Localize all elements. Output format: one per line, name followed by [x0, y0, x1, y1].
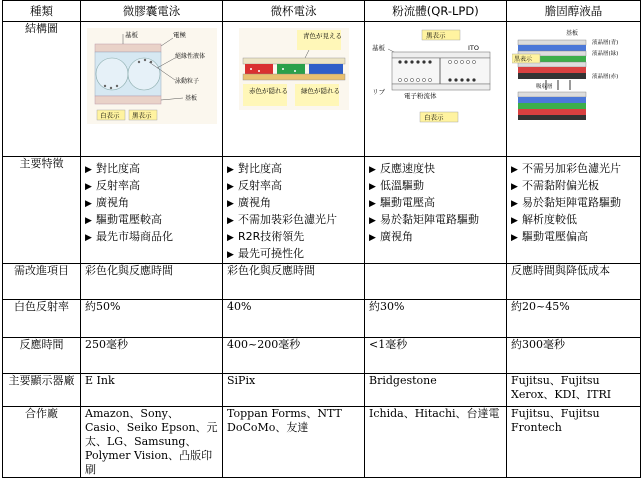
structure-row — [3, 22, 641, 157]
feature-item: ▶ 不需加裝彩色濾光片 — [227, 212, 360, 229]
cell-improve-cholesteric: 反應時間與降低成本 — [507, 264, 641, 300]
cell-response-qrlpd: <1毫秒 — [365, 338, 507, 374]
row-label-features: 主要特徵 — [3, 157, 81, 264]
feature-item: ▶ 易於黏矩陣電路驅動 — [511, 195, 636, 212]
cell-response-microcapsule: 250毫秒 — [81, 338, 223, 374]
row-label-maker: 主要顯示器廠 — [3, 374, 81, 407]
cell-partner-microcup: Toppan Forms、NTT DoCoMo、友達 — [223, 407, 365, 478]
header-microcapsule: 微膠囊電泳 — [81, 1, 223, 22]
reflect-row — [3, 300, 641, 338]
triangle-bullet-icon: ▶ — [511, 182, 518, 192]
triangle-bullet-icon: ▶ — [227, 165, 234, 175]
feature-item: ▶ 解析度較低 — [511, 212, 636, 229]
qr-label-substrate: 基板 — [371, 44, 385, 52]
mc-label-substrate2: 基板 — [184, 95, 197, 102]
qr-label-ito: ITO — [467, 44, 479, 52]
triangle-bullet-icon: ▶ — [511, 233, 518, 243]
microcup-diagram — [239, 28, 349, 110]
mc-label-electrode: 電極 — [172, 31, 186, 39]
row-label-structure: 結構圖 — [3, 22, 81, 157]
cell-partner-qrlpd: Ichida、Hitachi、台達電 — [365, 407, 507, 478]
cell-reflect-cholesteric: 約20~45% — [507, 300, 641, 338]
cell-features-qrlpd — [365, 157, 507, 264]
cell-structure-microcup — [223, 22, 365, 157]
mc-label-particle: 泳動粒子 — [174, 78, 199, 85]
cell-response-microcup: 400~200毫秒 — [223, 338, 365, 374]
triangle-bullet-icon: ▶ — [227, 250, 234, 260]
header-row — [3, 1, 641, 22]
cell-improve-microcapsule: 彩色化與反應時間 — [81, 264, 223, 300]
cell-maker-cholesteric: Fujitsu、Fujitsu Xerox、KDI、ITRI — [507, 374, 641, 407]
ch-label-substrate: 基板 — [565, 30, 578, 37]
triangle-bullet-icon: ▶ — [85, 199, 92, 209]
feature-item: ▶ 不需另加彩色濾光片 — [511, 161, 636, 178]
qr-label-white: 白表示 — [423, 113, 443, 122]
cell-partner-cholesteric: Fujitsu、Fujitsu Frontech — [507, 407, 641, 478]
qr-label-powder: 電子粉流体 — [403, 92, 436, 100]
feature-item: ▶ 低溫驅動 — [369, 178, 502, 195]
mcup-label-green-hidden: 緑色が隠れる — [300, 87, 340, 95]
ch-label-layer-red: 液晶層(赤) — [591, 74, 618, 80]
feature-item: ▶ 反應速度快 — [369, 161, 502, 178]
triangle-bullet-icon: ▶ — [85, 165, 92, 175]
feature-item: ▶ 反射率高 — [85, 178, 218, 195]
row-label-response: 反應時間 — [3, 338, 81, 374]
feature-item: ▶ 最先市場商品化 — [85, 229, 218, 246]
header-qrlpd: 粉流體(QR-LPD) — [365, 1, 507, 22]
feature-item: ▶ 對比度高 — [227, 161, 360, 178]
triangle-bullet-icon: ▶ — [85, 182, 92, 192]
row-label-partner: 合作廠 — [3, 407, 81, 478]
qr-label-rib: リブ — [371, 88, 385, 96]
triangle-bullet-icon: ▶ — [85, 233, 92, 243]
cell-reflect-microcapsule: 約50% — [81, 300, 223, 338]
triangle-bullet-icon: ▶ — [369, 233, 376, 243]
row-label-improve: 需改進項目 — [3, 264, 81, 300]
comparison-table — [2, 0, 641, 478]
mc-label-white: 白表示 — [99, 111, 119, 120]
triangle-bullet-icon: ▶ — [227, 233, 234, 243]
triangle-bullet-icon: ▶ — [511, 165, 518, 175]
cell-improve-qrlpd — [365, 264, 507, 300]
microcapsule-diagram — [87, 28, 217, 124]
feature-item: ▶ R2R技術領先 — [227, 229, 360, 246]
mcup-label-red-hidden: 赤色が隠れる — [248, 87, 288, 95]
triangle-bullet-icon: ▶ — [369, 165, 376, 175]
cell-features-microcapsule — [81, 157, 223, 264]
triangle-bullet-icon: ▶ — [511, 199, 518, 209]
feature-item: ▶ 最先可撓性化 — [227, 246, 360, 263]
ch-label-black: 黒表示 — [513, 56, 532, 63]
mc-label-liquid: 絕緣性液体 — [174, 53, 205, 60]
cell-structure-cholesteric — [507, 22, 641, 157]
cell-features-cholesteric — [507, 157, 641, 264]
features-row — [3, 157, 641, 264]
feature-item: ▶ 廣視角 — [85, 195, 218, 212]
cell-response-cholesteric: 約300毫秒 — [507, 338, 641, 374]
cell-maker-microcapsule: E Ink — [81, 374, 223, 407]
triangle-bullet-icon: ▶ — [85, 216, 92, 226]
cell-reflect-microcup: 40% — [223, 300, 365, 338]
cell-maker-microcup: SiPix — [223, 374, 365, 407]
cell-reflect-qrlpd: 約30% — [365, 300, 507, 338]
feature-item: ▶ 對比度高 — [85, 161, 218, 178]
triangle-bullet-icon: ▶ — [369, 216, 376, 226]
feature-item: ▶ 不需黏附偏光板 — [511, 178, 636, 195]
feature-item: ▶ 驅動電壓偏高 — [511, 229, 636, 246]
triangle-bullet-icon: ▶ — [369, 199, 376, 209]
ch-label-layer-green: 液晶層(緑) — [591, 51, 618, 57]
row-label-reflect: 白色反射率 — [3, 300, 81, 338]
feature-item: ▶ 廣視角 — [227, 195, 360, 212]
header-microcup: 微杯電泳 — [223, 1, 365, 22]
qr-label-black: 黒表示 — [425, 31, 445, 40]
mc-label-substrate: 基板 — [124, 31, 138, 39]
cholesteric-diagram — [512, 28, 636, 124]
header-type: 種類 — [3, 1, 81, 22]
ch-label-layer-blue: 液晶層(青) — [591, 40, 618, 46]
maker-row — [3, 374, 641, 407]
cell-structure-microcapsule — [81, 22, 223, 157]
mcup-label-green-visible: 青色が見える — [302, 32, 342, 40]
mc-label-black: 黑表示 — [131, 111, 151, 120]
partner-row — [3, 407, 641, 478]
cell-partner-microcapsule: Amazon、Sony、Casio、Seiko Epson、元太、LG、Samsung、Polymer Vision、凸版印刷 — [81, 407, 223, 478]
ch-label-absorb: 吸収層 — [535, 84, 553, 90]
qrlpd-diagram — [370, 28, 502, 126]
cell-improve-microcup: 彩色化與反應時間 — [223, 264, 365, 300]
cell-structure-qrlpd — [365, 22, 507, 157]
cell-features-microcup — [223, 157, 365, 264]
feature-item: ▶ 驅動電壓較高 — [85, 212, 218, 229]
header-cholesteric: 膽固醇液晶 — [507, 1, 641, 22]
improve-row — [3, 264, 641, 300]
triangle-bullet-icon: ▶ — [511, 216, 518, 226]
feature-item: ▶ 廣視角 — [369, 229, 502, 246]
cell-maker-qrlpd: Bridgestone — [365, 374, 507, 407]
triangle-bullet-icon: ▶ — [227, 199, 234, 209]
feature-item: ▶ 驅動電壓高 — [369, 195, 502, 212]
triangle-bullet-icon: ▶ — [369, 182, 376, 192]
feature-item: ▶ 反射率高 — [227, 178, 360, 195]
triangle-bullet-icon: ▶ — [227, 182, 234, 192]
feature-item: ▶ 易於黏矩陣電路驅動 — [369, 212, 502, 229]
triangle-bullet-icon: ▶ — [227, 216, 234, 226]
response-row — [3, 338, 641, 374]
